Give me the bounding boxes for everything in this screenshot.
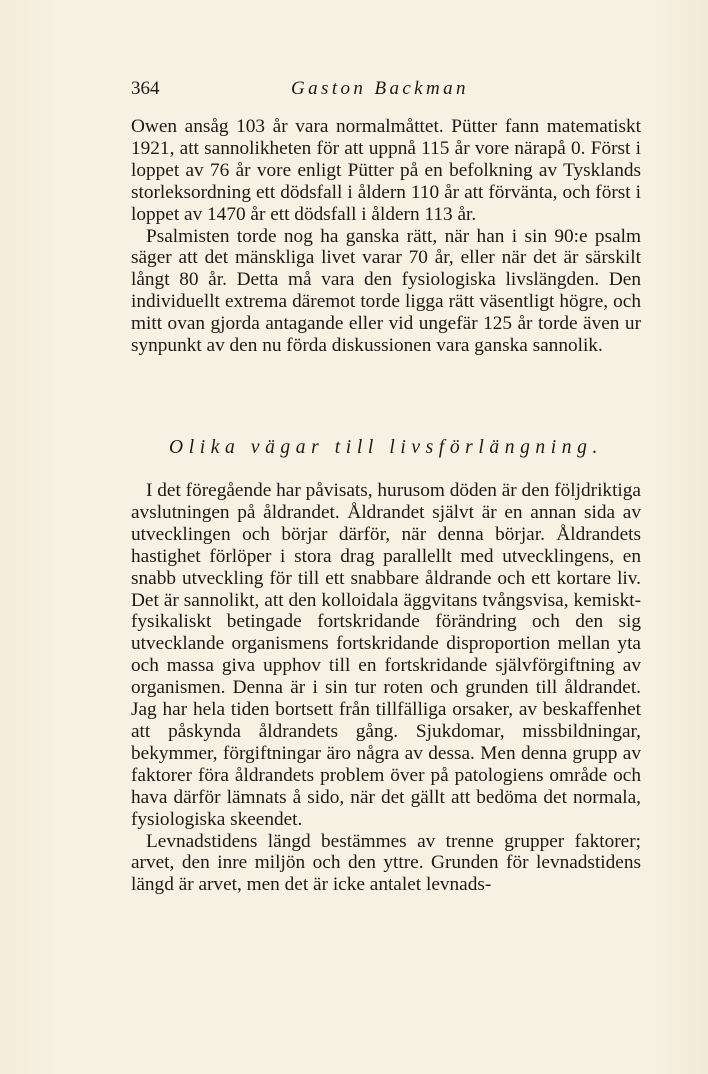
paragraph: I det föregående har påvisats, hurusom döden är den följdriktiga avslutningen på åldrandet. Åldrandet självt är en annan sida av utvecklingen och börjar därför, när denna börjar. Åldrandets hastighet förlöper i stora drag parallellt med utvecklingens, en snabb utveckling för till ett snabbare åldrande och ett kortare liv. Det är sannolikt, att den kolloidala äggvitans tvångsvisa, kemiskt-fysikaliskt betingade fortskridande förändring och den sig utvecklande organismens fortskridande disproportion mellan yta och massa giva upphov till en fortskridande självförgiftning av organismen. Denna är i sin tur roten och grunden till åldrandet. Jag har hela tiden bortsett från tillfälliga orsaker, av beskaffenhet att påskynda åldrandets gång. Sjukdomar, missbildningar, bekymmer, förgiftningar äro några av dessa. Men denna grupp av faktorer föra åldrandets problem över på patologiens område och hava därför lämnats å sido, när det gällt att bedöma det normala, fysiologiska skeendet. — [131, 480, 641, 830]
text-block-bottom — [131, 480, 641, 896]
paragraph: Levnadstidens längd bestämmes av trenne grupper faktorer; arvet, den inre miljön och den yttre. Grunden för levnadstidens längd är arvet, men det är icke antalet levnads- — [131, 830, 641, 896]
running-title: Gaston Backman — [291, 78, 469, 99]
page-header — [131, 78, 641, 102]
section-heading: Olika vägar till livsförlängning. — [169, 437, 603, 458]
paragraph: Psalmisten torde nog ha ganska rätt, när han i sin 90:e psalm säger att det mänskliga livet varar 70 år, eller när det är särskilt långt 80 år. Detta må vara den fysiologiska livslängden. Den individuellt extrema däremot torde ligga rätt väsentligt högre, och mitt ovan gjorda antagande eller vid ungefär 125 år torde även ur synpunkt av den nu förda diskussionen vara ganska sannolik. — [131, 225, 641, 357]
text-block-top — [131, 116, 641, 357]
page-number: 364 — [131, 78, 160, 99]
paragraph: Owen ansåg 103 år vara normalmåttet. Pütter fann matematiskt 1921, att sannolikheten för att uppnå 115 år vore närapå 0. Först i loppet av 76 år vore enligt Pütter på en befolkning av Tysklands storleksordning ett dödsfall i åldern 110 år att förvänta, och först i loppet av 1470 år ett dödsfall i åldern 113 år. — [131, 116, 641, 225]
